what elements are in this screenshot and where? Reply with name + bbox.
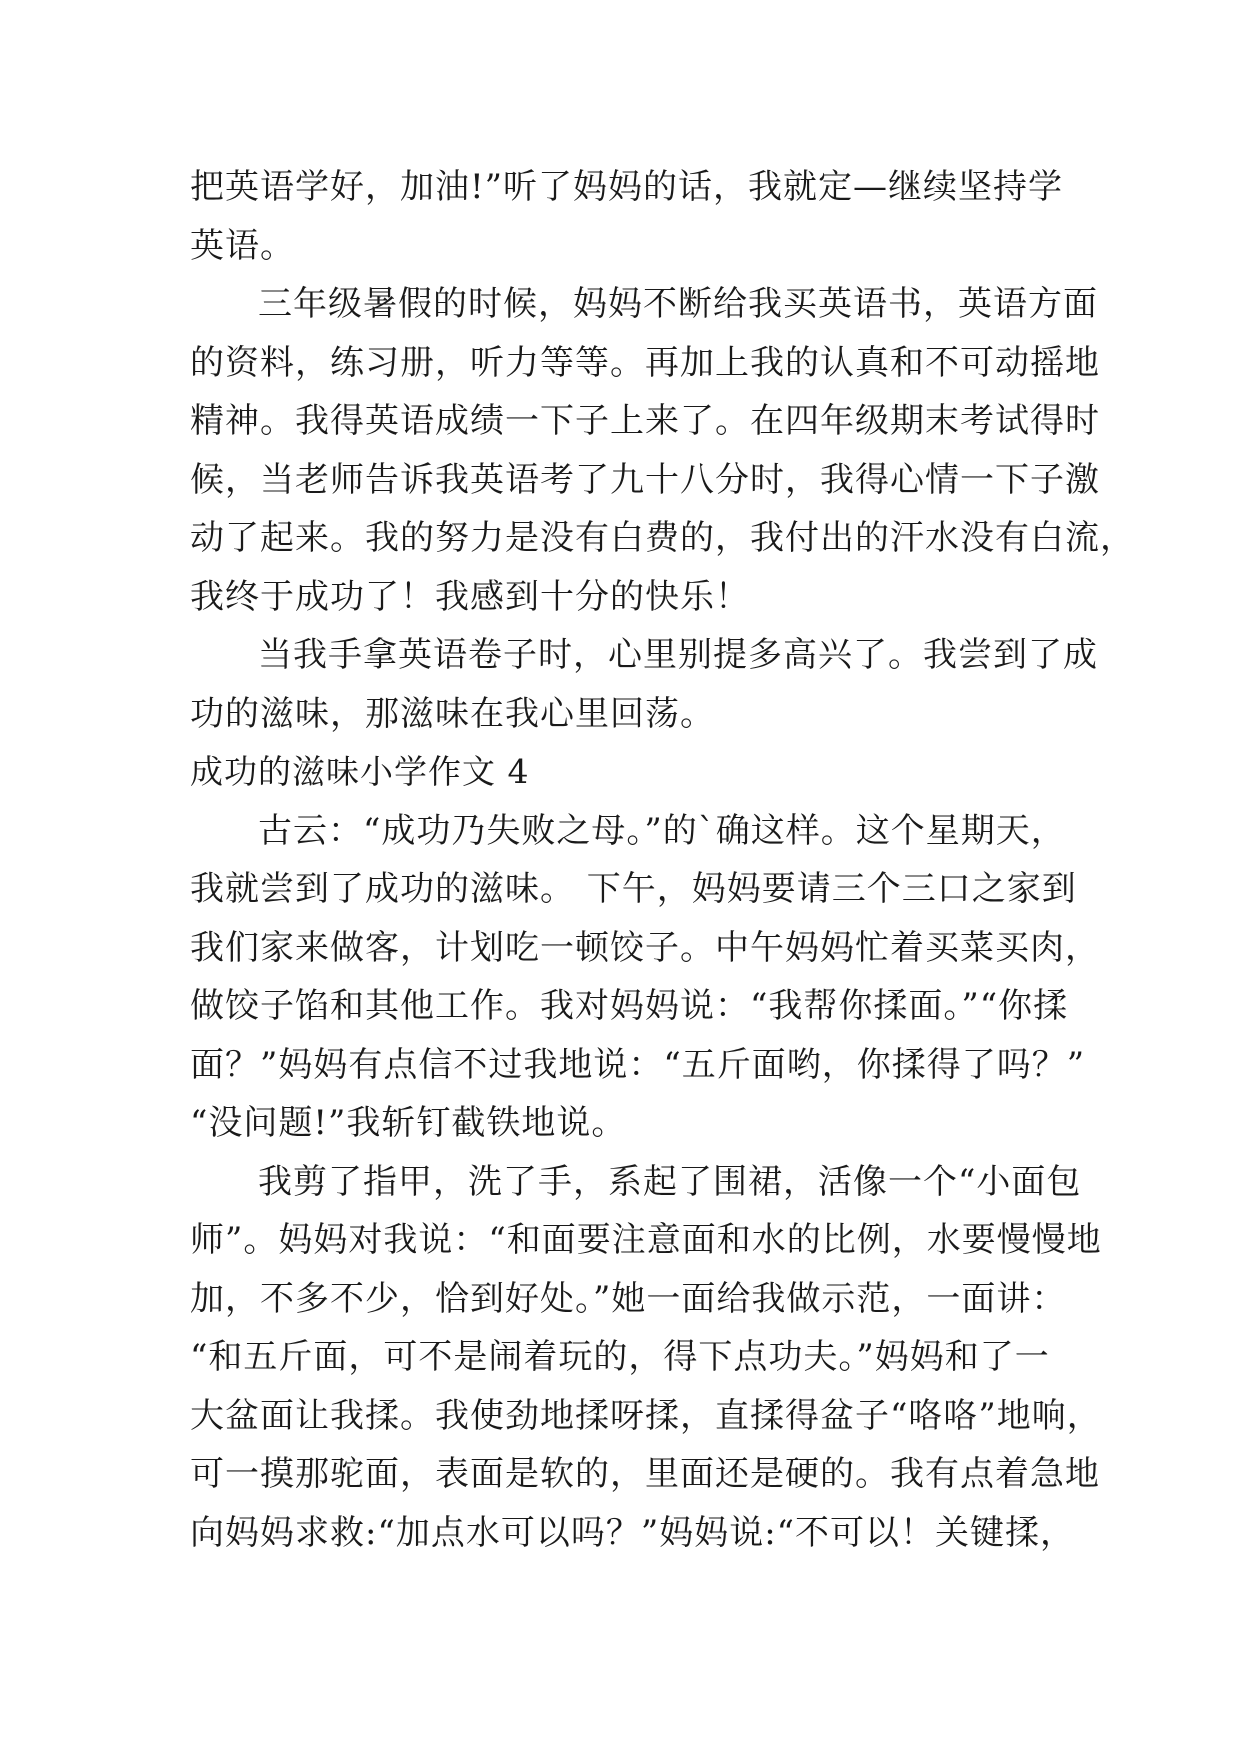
text-line: 把英语学好，加油!”听了妈妈的话，我就定—继续坚持学 xyxy=(190,167,1064,207)
text-line: 师”。妈妈对我说：“和面要注意面和水的比例，水要慢慢地 xyxy=(190,1220,1102,1260)
text-line: 动了起来。我的努力是没有白费的，我付出的汗水没有白流， xyxy=(190,518,1135,558)
section-heading: 成功的滋味小学作文 4 xyxy=(190,752,530,791)
text-line: “和五斤面，可不是闹着玩的，得下点功夫。”妈妈和了一 xyxy=(190,1337,1050,1377)
text-line: 可一摸那驼面，表面是软的，里面还是硬的。我有点着急地 xyxy=(190,1454,1100,1494)
text-line: 加，不多不少，恰到好处。”她一面给我做示范，一面讲： xyxy=(190,1278,1067,1319)
text-line: 面？”妈妈有点信不过我地说：“五斤面哟，你揉得了吗？” xyxy=(190,1044,1086,1085)
document-body xyxy=(190,158,1135,1562)
paragraph-start-line: 当我手拿英语卷子时，心里别提多高兴了。我尝到了成 xyxy=(258,635,1098,675)
text-line: 功的滋味，那滋味在我心里回荡。 xyxy=(190,693,715,734)
text-line: 的资料，练习册，听力等等。再加上我的认真和不可动摇地 xyxy=(190,342,1100,383)
text-line: “没问题!”我斩钉截铁地说。 xyxy=(190,1103,627,1143)
text-line: 大盆面让我揉。我使劲地揉呀揉，直揉得盆子“咯咯”地响， xyxy=(190,1395,1102,1436)
text-line: 英语。 xyxy=(190,225,295,266)
text-line: 向妈妈求救:“加点水可以吗？”妈妈说:“不可以！关键揉， xyxy=(190,1512,1076,1553)
text-line: 精神。我得英语成绩一下子上来了。在四年级期末考试得时 xyxy=(190,401,1100,441)
text-line: 我们家来做客，计划吃一顿饺子。中午妈妈忙着买菜买肉， xyxy=(190,927,1100,968)
text-line: 我终于成功了！我感到十分的快乐！ xyxy=(190,576,750,617)
paragraph-start-line: 古云：“成功乃失败之母。”的`确这样。这个星期天， xyxy=(258,810,1066,851)
text-line: 我就尝到了成功的滋味。 下午，妈妈要请三个三口之家到 xyxy=(190,869,1077,909)
text-line: 候，当老师告诉我英语考了九十八分时，我得心情一下子激 xyxy=(190,459,1100,500)
paragraph-start-line: 三年级暑假的时候，妈妈不断给我买英语书，英语方面 xyxy=(258,284,1098,324)
paragraph-start-line: 我剪了指甲，洗了手，系起了围裙，活像一个“小面包 xyxy=(258,1161,1082,1202)
text-line: 做饺子馅和其他工作。我对妈妈说：“我帮你揉面。”“你揉 xyxy=(190,986,1069,1026)
